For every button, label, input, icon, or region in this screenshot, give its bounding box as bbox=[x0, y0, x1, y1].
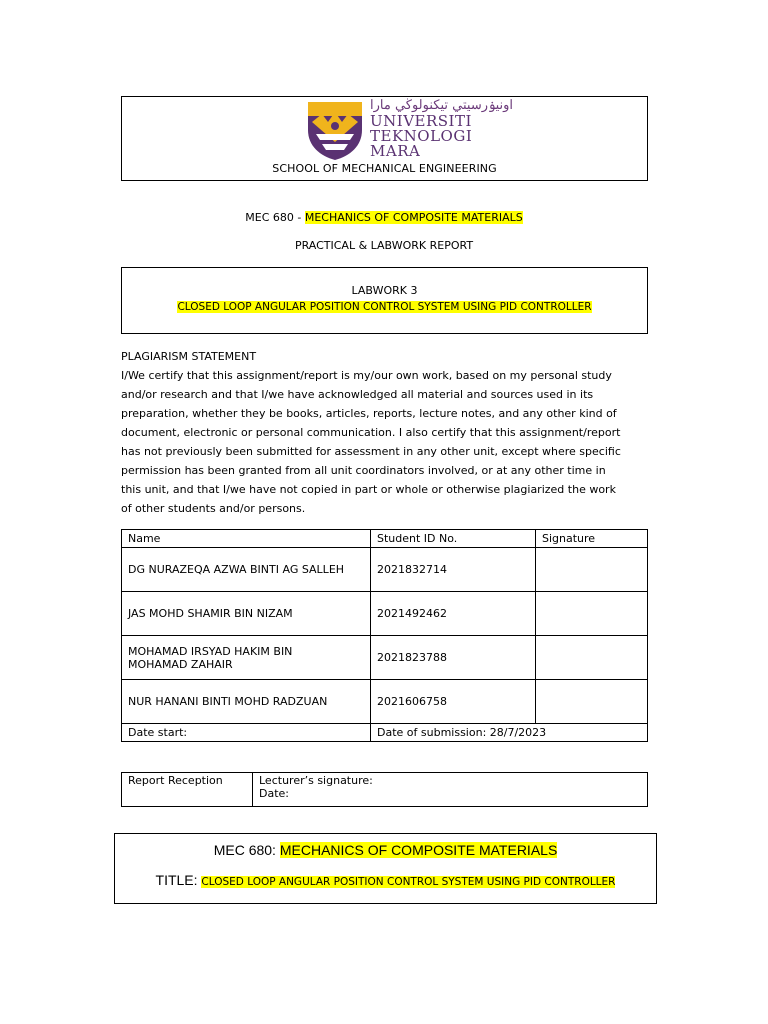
table-row bbox=[122, 636, 648, 680]
student-id: 2021492462 bbox=[371, 592, 536, 636]
uitm-logo bbox=[306, 100, 364, 162]
signature-cell[interactable] bbox=[536, 548, 648, 592]
university-name-line2: TEKNOLOGI bbox=[370, 127, 473, 145]
student-name-line: MOHAMAD IRSYAD HAKIM BIN bbox=[128, 644, 293, 658]
title-box-title bbox=[115, 872, 656, 888]
course-name: MECHANICS OF COMPOSITE MATERIALS bbox=[304, 211, 523, 224]
date-row bbox=[122, 724, 648, 742]
student-id: 2021832714 bbox=[371, 548, 536, 592]
signature-cell[interactable] bbox=[536, 680, 648, 724]
header-signature: Signature bbox=[536, 530, 648, 548]
reception-label: Report Reception bbox=[122, 773, 253, 807]
table-header-row bbox=[122, 530, 648, 548]
university-name-arabic: اونيۏرسيتي تيكنولوڬي مارا bbox=[370, 98, 514, 113]
reception-row bbox=[122, 773, 648, 807]
plagiarism-statement bbox=[121, 366, 651, 518]
title-box bbox=[114, 833, 657, 904]
student-name-line: NUR HANANI BINTI MOHD RADZUAN bbox=[128, 695, 328, 708]
plagiarism-line: of other students and/or persons. bbox=[121, 502, 306, 515]
header-student-id: Student ID No. bbox=[371, 530, 536, 548]
labwork-title-line bbox=[122, 301, 647, 313]
plagiarism-line: preparation, whether they be books, articles, reports, lecture notes, and any other kind of bbox=[121, 407, 617, 420]
course-line bbox=[0, 211, 768, 224]
reception-details bbox=[253, 773, 648, 807]
title-box-course bbox=[115, 842, 656, 858]
plagiarism-line: I/We certify that this assignment/report is my/our own work, based on my personal study bbox=[121, 369, 612, 382]
date-of-submission: Date of submission: 28/7/2023 bbox=[371, 724, 648, 742]
table-row bbox=[122, 592, 648, 636]
table-row bbox=[122, 548, 648, 592]
student-name bbox=[122, 680, 371, 724]
university-name-line3: MARA bbox=[370, 142, 421, 160]
report-type: PRACTICAL & LABWORK REPORT bbox=[294, 239, 474, 252]
plagiarism-line: document, electronic or personal communication. I also certify that this assignment/report bbox=[121, 426, 621, 439]
signature-cell[interactable] bbox=[536, 636, 648, 680]
plagiarism-line: this unit, and that I/we have not copied in part or whole or otherwise plagiarized the work bbox=[121, 483, 616, 496]
labwork-title: CLOSED LOOP ANGULAR POSITION CONTROL SYSTEM USING PID CONTROLLER bbox=[177, 301, 592, 313]
plagiarism-heading: PLAGIARISM STATEMENT bbox=[121, 350, 257, 363]
reception-date-label: Date: bbox=[259, 787, 289, 800]
plagiarism-line: and/or research and that I/we have acknowledged all material and sources used in its bbox=[121, 388, 594, 401]
header-name: Name bbox=[122, 530, 371, 548]
table-row bbox=[122, 680, 648, 724]
header-box bbox=[121, 96, 648, 181]
student-name bbox=[122, 548, 371, 592]
course-code: MEC 680 - bbox=[245, 211, 305, 224]
student-name bbox=[122, 636, 371, 680]
title-text: CLOSED LOOP ANGULAR POSITION CONTROL SYSTEM USING PID CONTROLLER bbox=[201, 876, 616, 888]
university-name-line1: UNIVERSITI bbox=[370, 112, 472, 130]
student-name bbox=[122, 592, 371, 636]
students-table bbox=[121, 529, 648, 742]
student-name-line: DG NURAZEQA AZWA BINTI AG SALLEH bbox=[128, 563, 345, 576]
labwork-number: LABWORK 3 bbox=[351, 284, 418, 297]
student-id: 2021823788 bbox=[371, 636, 536, 680]
title-label: TITLE: bbox=[155, 872, 202, 888]
student-id: 2021606758 bbox=[371, 680, 536, 724]
labwork-box bbox=[121, 267, 648, 334]
lecturer-signature-label: Lecturer’s signature: bbox=[259, 774, 373, 787]
title-box-course-code: MEC 680: bbox=[213, 842, 280, 858]
signature-cell[interactable] bbox=[536, 592, 648, 636]
plagiarism-line: has not previously been submitted for assessment in any other unit, except where specific bbox=[121, 445, 621, 458]
student-name-line: JAS MOHD SHAMIR BIN NIZAM bbox=[128, 607, 293, 620]
report-reception-table bbox=[121, 772, 648, 807]
plagiarism-line: permission has been granted from all unit coordinators involved, or at any other time in bbox=[121, 464, 606, 477]
date-start: Date start: bbox=[122, 724, 371, 742]
title-box-course-name: MECHANICS OF COMPOSITE MATERIALS bbox=[279, 842, 558, 858]
student-name-line: MOHAMAD ZAHAIR bbox=[128, 657, 233, 671]
school-name: SCHOOL OF MECHANICAL ENGINEERING bbox=[272, 162, 497, 175]
